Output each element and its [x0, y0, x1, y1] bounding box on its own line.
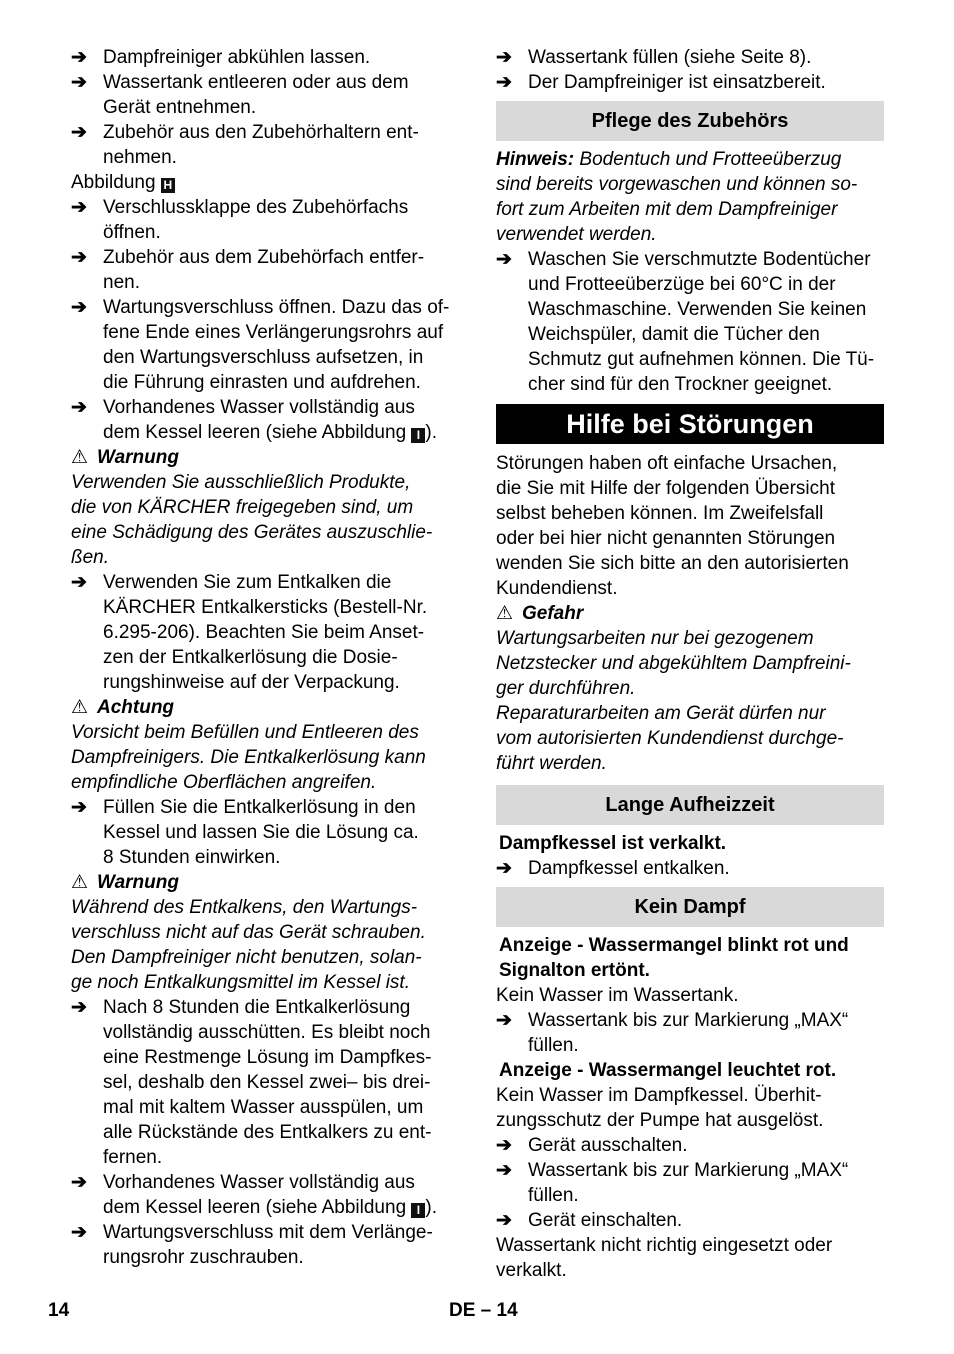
text-line: Dampfreiniger abkühlen lassen.: [103, 47, 371, 68]
step-drain-boiler: [71, 395, 461, 445]
text-line: den Wartungsverschluss aufsetzen, in: [103, 347, 424, 368]
text-line: Wassertank bis zur Markierung „MAX“: [528, 1160, 849, 1181]
text-line: Wartungsarbeiten nur bei gezogenem: [496, 628, 814, 649]
text-line: Waschen Sie verschmutzte Bodentücher: [528, 249, 871, 270]
arrow-right-icon: ➔: [71, 1222, 87, 1243]
text-line: Achtung: [97, 697, 175, 718]
text-line: verschluss nicht auf das Gerät schrauben.: [71, 922, 426, 943]
text-line: Verwenden Sie ausschließlich Produkte,: [71, 472, 411, 493]
arrow-right-icon: ➔: [71, 572, 87, 593]
text-line: Hinweis:: [496, 149, 575, 170]
warning-heading-2: [71, 870, 461, 895]
arrow-right-icon: ➔: [496, 1160, 512, 1181]
text-line: fernen.: [103, 1147, 163, 1168]
text-line: Nach 8 Stunden die Entkalkerlösung: [103, 997, 411, 1018]
figure-h-badge: H: [161, 178, 175, 193]
section-heading-kein-dampf: Kein Dampf: [496, 887, 884, 927]
figure-i-badge: I: [411, 428, 425, 443]
text-line: Dampfreinigers. Die Entkalkerlösung kann: [71, 747, 426, 768]
step-switch-off: [496, 1133, 884, 1158]
text-line: oder bei hier nicht genannten Störungen: [496, 528, 836, 549]
right-column: [496, 45, 884, 1283]
left-column: [71, 45, 461, 1270]
text-line: Dampfkessel entkalken.: [528, 858, 730, 879]
step-remove-accessory: [71, 245, 461, 295]
text-line: fene Ende eines Verlängerungsrohrs auf: [103, 322, 444, 343]
text-line: sel, deshalb den Kessel zwei– bis drei-: [103, 1072, 431, 1093]
text-line: die Führung einrasten und aufdrehen.: [103, 372, 421, 393]
warning-text: [71, 470, 461, 570]
step-screw-cap: [71, 1220, 461, 1270]
text-line: Weichspüler, damit die Tücher den: [528, 324, 820, 345]
page-footer-label: DE – 14: [449, 1300, 518, 1321]
text-line: nen.: [103, 272, 140, 293]
text-line: Den Dampfreiniger nicht benutzen, solan-: [71, 947, 422, 968]
text-line: Zubehör aus dem Zubehörfach entfer-: [103, 247, 425, 268]
cause-heading-anzeige-2: Anzeige - Wassermangel leuchtet rot.: [499, 1060, 837, 1081]
text-line: Netzstecker und abgekühltem Dampfreini-: [496, 653, 851, 674]
page-number: 14: [48, 1300, 70, 1321]
text-line: verwendet werden.: [496, 224, 657, 245]
figure-reference: [71, 170, 461, 195]
arrow-right-icon: ➔: [496, 858, 512, 879]
danger-text: [496, 626, 884, 776]
cause-text: Kein Wasser im Wassertank.: [496, 985, 739, 1006]
text-line: zen der Entkalkerlösung die Dosie-: [103, 647, 398, 668]
note-text: [496, 147, 884, 247]
text-line: rungshinweise auf der Verpackung.: [103, 672, 400, 693]
text-line: rungsrohr zuschrauben.: [103, 1247, 304, 1268]
text-line: Wassertank entleeren oder aus dem: [103, 72, 409, 93]
arrow-right-icon: ➔: [71, 197, 87, 218]
text-line: eine Restmenge Lösung im Dampfkes-: [103, 1047, 432, 1068]
text-line: Wartungsverschluss mit dem Verlänge-: [103, 1222, 433, 1243]
text-line: sind bereits vorgewaschen und können so-: [496, 174, 858, 195]
arrow-right-icon: ➔: [71, 297, 87, 318]
text-line: öffnen.: [103, 222, 161, 243]
text-line: Warnung: [97, 447, 179, 468]
warning-heading: [71, 445, 461, 470]
text-line: 6.295-206). Beachten Sie beim Anset-: [103, 622, 425, 643]
text-line: alle Rückstände des Entkalkers zu ent-: [103, 1122, 432, 1143]
text-line: Gefahr: [522, 603, 584, 624]
text-line: die von KÄRCHER freigegeben sind, um: [71, 497, 414, 518]
text-line: ).: [425, 422, 438, 443]
text-line: nehmen.: [103, 147, 177, 168]
arrow-right-icon: ➔: [496, 72, 512, 93]
text-line: KÄRCHER Entkalkersticks (Bestell-Nr.: [103, 597, 428, 618]
arrow-right-icon: ➔: [496, 1135, 512, 1156]
text-line: Verwenden Sie zum Entkalken die: [103, 572, 392, 593]
cause-text-3: [496, 1233, 884, 1283]
text-line: Der Dampfreiniger ist einsatzbereit.: [528, 72, 826, 93]
warning-triangle-icon: ⚠: [71, 447, 89, 468]
step-fill-max-2: [496, 1158, 884, 1208]
arrow-right-icon: ➔: [71, 997, 87, 1018]
text-line: fort zum Arbeiten mit dem Dampfreiniger: [496, 199, 838, 220]
text-line: eine Schädigung des Gerätes auszuschlie-: [71, 522, 433, 543]
warning-triangle-icon: ⚠: [71, 872, 89, 893]
arrow-right-icon: ➔: [71, 1172, 87, 1193]
text-line: Reparaturarbeiten am Gerät dürfen nur: [496, 703, 826, 724]
text-line: ge noch Entkalkungsmittel im Kessel ist.: [71, 972, 410, 993]
step-fill-max: [496, 1008, 884, 1058]
step-cool-down: [71, 45, 461, 70]
step-wash: [496, 247, 884, 397]
text-line: ßen.: [71, 547, 110, 568]
step-remove-accessories: [71, 120, 461, 170]
text-line: Störungen haben oft einfache Ursachen,: [496, 453, 838, 474]
cause-heading-verkalkt: Dampfkessel ist verkalkt.: [499, 833, 727, 854]
section-heading-pflege: Pflege des Zubehörs: [496, 101, 884, 141]
text-line: Signalton ertönt.: [499, 960, 650, 981]
text-line: Verschlussklappe des Zubehörfachs: [103, 197, 409, 218]
text-line: Warnung: [97, 872, 179, 893]
arrow-right-icon: ➔: [71, 47, 87, 68]
arrow-right-icon: ➔: [496, 1210, 512, 1231]
step-ready: [496, 70, 884, 95]
text-line: Waschmaschine. Verwenden Sie keinen: [528, 299, 867, 320]
text-line: Vorhandenes Wasser vollständig aus: [103, 397, 415, 418]
arrow-right-icon: ➔: [496, 1010, 512, 1031]
text-line: zungsschutz der Pumpe hat ausgelöst.: [496, 1110, 824, 1131]
text-line: Vorsicht beim Befüllen und Entleeren des: [71, 722, 419, 743]
text-line: Vorhandenes Wasser vollständig aus: [103, 1172, 415, 1193]
text-line: selbst beheben können. Im Zweifelsfall: [496, 503, 824, 524]
text-line: vollständig ausschütten. Es bleibt noch: [103, 1022, 431, 1043]
text-line: ger durchführen.: [496, 678, 636, 699]
text-line: empfindliche Oberflächen angreifen.: [71, 772, 377, 793]
step-fill-tank: [496, 45, 884, 70]
text-line: Bodentuch und Frotteeüberzug: [579, 149, 842, 170]
step-drain-boiler-2: [71, 1170, 461, 1220]
intro-text: [496, 451, 884, 601]
text-line: Schmutz gut aufnehmen können. Die Tü-: [528, 349, 875, 370]
text-line: 8 Stunden einwirken.: [103, 847, 281, 868]
text-line: und Frotteeüberzüge bei 60°C in der: [528, 274, 836, 295]
text-line: Gerät entnehmen.: [103, 97, 257, 118]
cause-heading-anzeige-1: [496, 933, 884, 983]
text-line: Wassertank nicht richtig eingesetzt oder: [496, 1235, 833, 1256]
arrow-right-icon: ➔: [71, 122, 87, 143]
text-line: ).: [425, 1197, 438, 1218]
text-line: dem Kessel leeren (siehe Abbildung: [103, 1197, 407, 1218]
text-line: füllen.: [528, 1185, 579, 1206]
arrow-right-icon: ➔: [71, 247, 87, 268]
text-line: führt werden.: [496, 753, 607, 774]
caution-text: [71, 720, 461, 795]
warning-triangle-icon: ⚠: [496, 603, 514, 624]
arrow-right-icon: ➔: [71, 397, 87, 418]
text-line: Gerät einschalten.: [528, 1210, 683, 1231]
step-empty-tank: [71, 70, 461, 120]
warning-triangle-icon: ⚠: [71, 697, 89, 718]
step-open-maintenance-cap: [71, 295, 461, 395]
text-line: Wassertank bis zur Markierung „MAX“: [528, 1010, 849, 1031]
text-line: Abbildung: [71, 172, 156, 193]
text-line: Wassertank füllen (siehe Seite 8).: [528, 47, 812, 68]
text-line: wenden Sie sich bitte an den autorisierten: [496, 553, 849, 574]
cause-text-2: [496, 1083, 884, 1133]
arrow-right-icon: ➔: [71, 797, 87, 818]
text-line: vom autorisierten Kundendienst durchge-: [496, 728, 844, 749]
text-line: Kessel und lassen Sie die Lösung ca.: [103, 822, 419, 843]
figure-i-badge: I: [411, 1203, 425, 1218]
text-line: Während des Entkalkens, den Wartungs-: [71, 897, 418, 918]
step-switch-on: [496, 1208, 884, 1233]
step-open-flap: [71, 195, 461, 245]
section-heading-lange: Lange Aufheizzeit: [496, 785, 884, 825]
caution-heading: [71, 695, 461, 720]
text-line: mal mit kaltem Wasser ausspülen, um: [103, 1097, 424, 1118]
danger-heading: [496, 601, 884, 626]
step-pour-out: [71, 995, 461, 1170]
text-line: Füllen Sie die Entkalkerlösung in den: [103, 797, 416, 818]
text-line: Zubehör aus den Zubehörhaltern ent-: [103, 122, 419, 143]
text-line: die Sie mit Hilfe der folgenden Übersicht: [496, 478, 836, 499]
text-line: Wartungsverschluss öffnen. Dazu das of-: [103, 297, 450, 318]
text-line: füllen.: [528, 1035, 579, 1056]
text-line: verkalkt.: [496, 1260, 567, 1281]
arrow-right-icon: ➔: [496, 249, 512, 270]
arrow-right-icon: ➔: [71, 72, 87, 93]
text-line: Kein Wasser im Dampfkessel. Überhit-: [496, 1085, 822, 1106]
text-line: Anzeige - Wassermangel blinkt rot und: [499, 935, 849, 956]
arrow-right-icon: ➔: [496, 47, 512, 68]
step-descaler: [71, 570, 461, 695]
text-line: Gerät ausschalten.: [528, 1135, 688, 1156]
text-line: cher sind für den Trockner geeignet.: [528, 374, 833, 395]
step-fill-descaler: [71, 795, 461, 870]
chapter-heading-hilfe: Hilfe bei Störungen: [496, 404, 884, 444]
text-line: dem Kessel leeren (siehe Abbildung: [103, 422, 407, 443]
text-line: Kundendienst.: [496, 578, 618, 599]
step-descale-boiler: [496, 856, 884, 881]
warning-text-2: [71, 895, 461, 995]
